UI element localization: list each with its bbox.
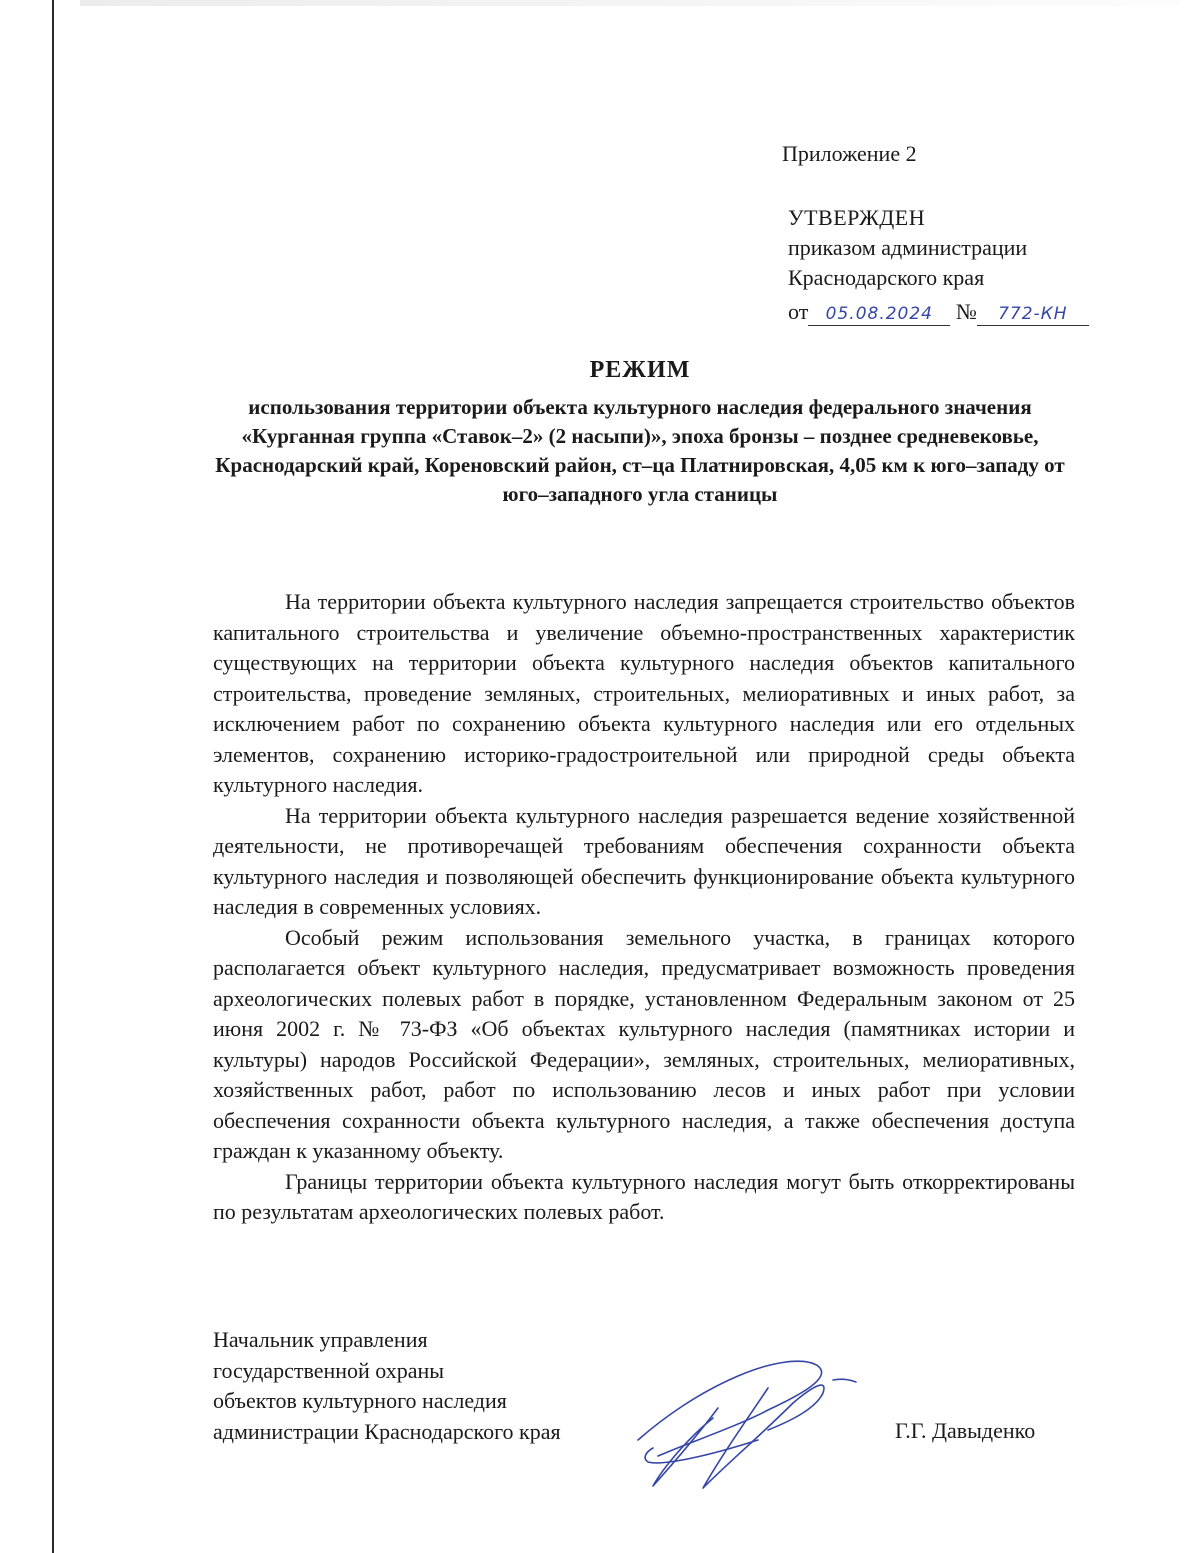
document-title-block: [200, 355, 1080, 509]
approved-by-line-2: Краснодарского края: [788, 265, 985, 290]
order-date-handwritten: 05.08.2024: [825, 304, 933, 324]
signatory-line-4: администрации Краснодарского края: [213, 1418, 561, 1444]
signatory-line-1: Начальник управления: [213, 1327, 428, 1352]
scan-edge-line: [52, 0, 54, 1553]
approved-by-line-1: приказом администрации: [788, 235, 1028, 260]
document-subtitle: использования территории объекта культурного наследия федерального значения «Курганная группа «Ставок–2» (2 насыпи)», эпоха бронзы – позднее средневековье, Краснодарский край, Кореновский район, ст–ца Платнировская, 4,05 км к юго–западу от юго–западного угла станицы: [215, 395, 1065, 506]
handwritten-signature: [618, 1348, 868, 1498]
body-paragraph-3: Особый режим использования земельного участка, в границах которого располагается объект культурного наследия, предусматривает возможность проведения археологических полевых работ в порядке, установленном Федеральным законом от 25 июня 2002 г. № 73-ФЗ «Об объектах культурного наследия (памятниках истории и культуры) народов Российской Федерации», земляных, строительных, мелиоративных, хозяйственных работ, работ по использованию лесов и иных работ при условии обеспечения сохранности объекта культурного наследия, а также обеспечения доступа граждан к указанному объекту.: [213, 924, 1075, 1163]
date-field: [808, 301, 950, 326]
signatory-line-2: государственной охраны: [213, 1357, 445, 1383]
body-paragraph-1: На территории объекта культурного наследия запрещается строительство объектов капитального строительства и увеличение объемно-пространственных характеристик существующих на территории объекта культурного наследия объектов капитального строительства, проведение земляных, строительных, мелиоративных и иных работ, за исключением работ по сохранению объекта культурного наследия или его отдельных элементов, сохранению историко-градостроительной или природной среды объекта культурного наследия.: [213, 589, 1075, 797]
order-date-line: [788, 296, 1089, 327]
signatory-line-3: объектов культурного наследия: [213, 1388, 507, 1413]
document-body: [213, 587, 1075, 1228]
appendix-label: Приложение 2: [782, 141, 917, 166]
signatory-name: Г.Г. Давыденко: [895, 1418, 1036, 1443]
body-paragraph-4: Границы территории объекта культурного наследия могут быть откорректированы по результатам археологических полевых работ.: [213, 1168, 1075, 1224]
body-paragraph-2: На территории объекта культурного наследия разрешается ведение хозяйственной деятельности, не противоречащей требованиям обеспечения сохранности объекта культурного наследия и позволяющей обеспечить функционирование объекта культурного наследия в современных условиях.: [213, 802, 1075, 919]
scan-top-shade: [80, 0, 1180, 6]
number-prefix: №: [955, 299, 977, 324]
number-field: [977, 301, 1089, 326]
date-prefix: от: [788, 299, 809, 324]
signatory-position: [213, 1325, 633, 1447]
order-number-handwritten: 772-КН: [998, 304, 1068, 324]
document-heading: РЕЖИМ: [589, 357, 691, 383]
approved-label: УТВЕРЖДЕН: [788, 205, 926, 230]
